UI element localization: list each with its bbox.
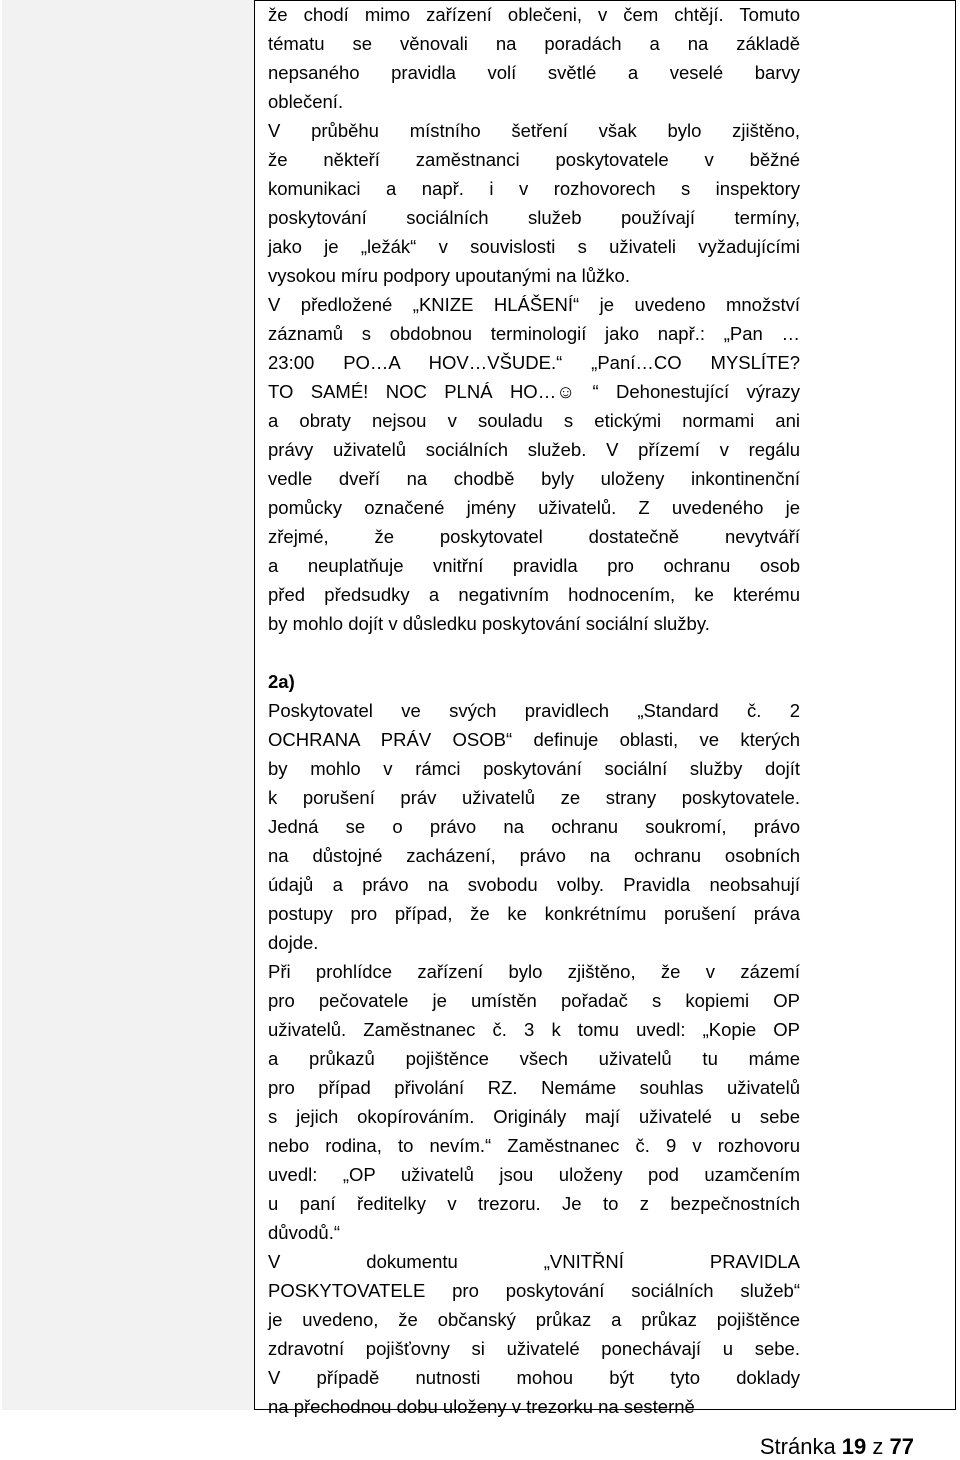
text-line: Poskytovatel ve svých pravidlech „Standard č. 2 xyxy=(268,700,800,721)
text-line: OCHRANA PRÁV OSOB“ definuje oblasti, ve kterých xyxy=(268,729,800,750)
footer-prefix: Stránka xyxy=(759,1434,842,1459)
section-heading: 2a) xyxy=(268,671,295,692)
text-line: uvedl: „OP uživatelů jsou uloženy pod uzamčením xyxy=(268,1164,800,1185)
text-line: vysokou míru podpory upoutanými na lůžko. xyxy=(268,265,630,286)
text-line: nebo rodina, to nevím.“ Zaměstnanec č. 9 v rozhovoru xyxy=(268,1135,800,1156)
paragraph-section-2a xyxy=(268,696,800,1421)
text-line: u paní ředitelky v trezoru. Je to z bezpečnostních xyxy=(268,1193,800,1214)
text-line: údajů a právo na svobodu volby. Pravidla neobsahují xyxy=(268,874,800,895)
text-line: postupy pro případ, že ke konkrétnímu porušení práva xyxy=(268,903,800,924)
text-line: k porušení práv uživatelů ze strany poskytovatele. xyxy=(268,787,800,808)
text-line: komunikaci a např. i v rozhovorech s inspektory xyxy=(268,178,800,199)
text-line: zdravotní pojišťovny si uživatelé ponechávají u sebe. xyxy=(268,1338,800,1359)
text-line: na důstojné zacházení, právo na ochranu osobních xyxy=(268,845,800,866)
text-line: a průkazů pojištěnce všech uživatelů tu máme xyxy=(268,1048,800,1069)
text-line: uživatelů. Zaměstnanec č. 3 k tomu uvedl: „Kopie OP xyxy=(268,1019,800,1040)
table-right-column xyxy=(268,0,800,1421)
table-left-column xyxy=(2,0,255,1410)
text-line: pomůcky označené jmény uživatelů. Z uvedeného je xyxy=(268,497,800,518)
footer-total-pages: 77 xyxy=(889,1434,914,1459)
text-line: právy uživatelů sociálních služeb. V přízemí v regálu xyxy=(268,439,800,460)
text-line: záznamů s obdobnou terminologií jako např.: „Pan … xyxy=(268,323,800,344)
text-line: TO SAMÉ! NOC PLNÁ HO…☺ “ Dehonestující výrazy xyxy=(268,381,800,402)
text-line: že chodí mimo zařízení oblečeni, v čem chtějí. Tomuto xyxy=(268,4,800,25)
text-line: V předložené „KNIZE HLÁŠENÍ“ je uvedeno množství xyxy=(268,294,800,315)
text-line: V dokumentu „VNITŘNÍ PRAVIDLA xyxy=(268,1251,800,1272)
text-line: pro případ přivolání RZ. Nemáme souhlas uživatelů xyxy=(268,1077,800,1098)
text-line: by mohlo dojít v důsledku poskytování sociální služby. xyxy=(268,613,710,634)
footer-current-page: 19 xyxy=(841,1434,867,1459)
text-line: Při prohlídce zařízení bylo zjištěno, že v zázemí xyxy=(268,961,800,982)
text-line: na přechodnou dobu uloženy v trezorku na sesterně xyxy=(268,1396,695,1417)
text-line: Jedná se o právo na ochranu soukromí, právo xyxy=(268,816,800,837)
text-line: dojde. xyxy=(268,932,319,953)
text-line: vedle dveří na chodbě byly uloženy inkontinenční xyxy=(268,468,800,489)
page-footer xyxy=(760,1434,914,1460)
text-line: před předsudky a negativním hodnocením, ke kterému xyxy=(268,584,800,605)
text-line: a neuplatňuje vnitřní pravidla pro ochranu osob xyxy=(268,555,800,576)
text-line: je uvedeno, že občanský průkaz a průkaz pojištěnce xyxy=(268,1309,800,1330)
text-line: pro pečovatele je umístěn pořadač s kopiemi OP xyxy=(268,990,800,1011)
text-line: zřejmé, že poskytovatel dostatečně nevytváří xyxy=(268,526,800,547)
text-line: s jejich okopírováním. Originály mají uživatelé u sebe xyxy=(268,1106,800,1127)
text-line: V průběhu místního šetření však bylo zjištěno, xyxy=(268,120,800,141)
text-line: poskytování sociálních služeb používají termíny, xyxy=(268,207,800,228)
footer-separator: z xyxy=(866,1434,890,1459)
text-line: a obraty nejsou v souladu s etickými normami ani xyxy=(268,410,800,431)
text-line: by mohlo v rámci poskytování sociální služby dojít xyxy=(268,758,800,779)
text-line: jako je „ležák“ v souvislosti s uživateli vyžadujícími xyxy=(268,236,800,257)
text-line: nepsaného pravidla volí světlé a veselé barvy xyxy=(268,62,800,83)
text-line: 23:00 PO…A HOV…VŠUDE.“ „Paní…CO MYSLÍTE? xyxy=(268,352,800,373)
text-line: důvodů.“ xyxy=(268,1222,340,1243)
text-line: tématu se věnovali na poradách a na základě xyxy=(268,33,800,54)
text-line: že někteří zaměstnanci poskytovatele v běžné xyxy=(268,149,800,170)
text-line: V případě nutnosti mohou být tyto doklady xyxy=(268,1367,800,1388)
text-line: POSKYTOVATELE pro poskytování sociálních služeb“ xyxy=(268,1280,800,1301)
paragraph-body xyxy=(268,0,800,638)
text-line: oblečení. xyxy=(268,91,344,112)
